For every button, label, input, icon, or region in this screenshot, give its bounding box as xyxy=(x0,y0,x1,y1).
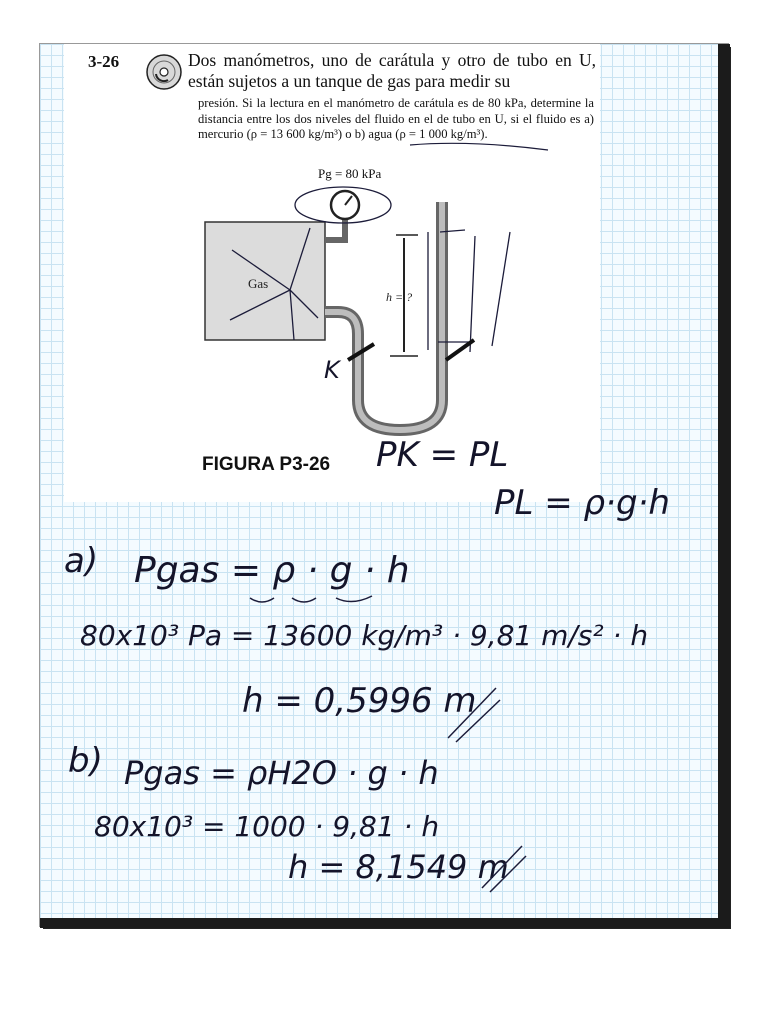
gauge-circle-annotation xyxy=(295,187,391,223)
part-a-label: a) xyxy=(64,541,99,581)
part-a-equation-1: Pgas = ρ · g · h xyxy=(134,550,410,591)
part-b-equation-2: 80x10³ = 1000 · 9,81 · h xyxy=(94,810,440,843)
tank-label: Gas xyxy=(248,276,269,291)
pressure-arrows xyxy=(230,228,318,340)
problem-lead-text: Dos manómetros, uno de carátula y otro de tubo en U, están sujetos a un tanque de gas para medir su xyxy=(188,50,596,91)
point-k-label: K xyxy=(324,356,340,384)
problem-number: 3-26 xyxy=(88,52,120,71)
problem-body-text: presión. Si la lectura en el manómetro de carátula es de 80 kPa, determine la distancia entre los dos niveles del fluido en el de tubo en U, si el fluido es a) mercurio (ρ = 13 600 kg/m³) o b) agua (ρ = 1 000 kg/m³). xyxy=(198,96,594,141)
underline-annotation xyxy=(410,143,548,150)
part-b-result: h = 8,1549 m xyxy=(288,848,509,886)
part-b-equation-1: Pgas = ρH2O · g · h xyxy=(124,754,439,792)
pl-equation: PL = ρ·g·h xyxy=(494,483,670,523)
height-label: h = ? xyxy=(386,290,413,304)
level-sketch-lines xyxy=(428,230,510,352)
pk-pl-equation: PK = PL xyxy=(376,435,509,475)
part-a-result: h = 0,5996 m xyxy=(242,681,477,721)
part-b-label: b) xyxy=(68,741,103,781)
k-marker xyxy=(348,344,374,360)
gauge-label: Pg = 80 kPa xyxy=(318,166,382,181)
figure-label: FIGURA P3-26 xyxy=(202,454,331,475)
part-a-equation-2: 80x10³ Pa = 13600 kg/m³ · 9,81 m/s² · h xyxy=(80,619,649,652)
part-a-underlines xyxy=(250,596,372,602)
